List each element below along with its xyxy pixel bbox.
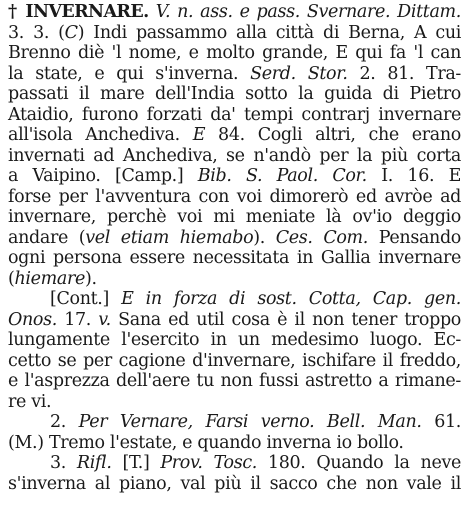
- text-span: cetto se per cagione d'invernare, ischifare il freddo,: [8, 350, 461, 371]
- text-line: [8, 392, 461, 413]
- text-line: [8, 453, 461, 474]
- text-span: Ataidio, furono forzati da' tempi contrarj invernare: [8, 104, 461, 125]
- text-span: ) Indi passammo alla città di Berna, A cui: [77, 22, 461, 43]
- citation: Per Vernare, Farsi verno. Bell. Man.: [78, 412, 422, 432]
- text-span: invernati ad Anchediva, se n'andò per la più corta: [8, 145, 461, 166]
- text-line: [8, 289, 461, 310]
- text-span: [Cont.]: [50, 289, 122, 309]
- dictionary-entry-invernare: [8, 2, 461, 289]
- citation: Bib. S. Paol. Cor.: [197, 166, 367, 186]
- text-span: Rifl.: [76, 453, 112, 473]
- text-span: ogni persona essere necessitata in Gallia invernare: [8, 248, 461, 268]
- dictionary-subentry-3: [8, 453, 461, 494]
- text-span: 180. Quando la neve: [257, 453, 461, 473]
- text-line: [8, 412, 461, 433]
- text-line: [8, 474, 461, 495]
- text-span: (M.) Tremo l'estate, e quando inverna io bollo.: [8, 432, 404, 453]
- text-line: [8, 146, 461, 167]
- text-span: Sana ed util cosa è il non tener troppo: [110, 309, 461, 330]
- text-span: a Vaipino. [Camp.]: [8, 166, 198, 186]
- text-span: C: [64, 22, 78, 43]
- text-span: 2.: [50, 412, 79, 432]
- text-span: [T.]: [111, 453, 161, 473]
- text-span: andare (: [8, 227, 86, 248]
- text-span: 2. 81. Tra-: [347, 63, 461, 84]
- text-line: [8, 43, 461, 64]
- text-line: [8, 166, 461, 187]
- text-span: vel etiam hiemabo: [85, 227, 254, 248]
- text-line: [8, 2, 461, 23]
- text-span: Onos.: [8, 309, 57, 330]
- text-line: [8, 248, 461, 269]
- text-span: 84. Cogli altri, che erano: [205, 125, 461, 145]
- citation: E in forza di sost. Cotta, Cap. gen.: [121, 289, 461, 309]
- text-span: ).: [253, 227, 276, 248]
- text-span: ).: [85, 268, 97, 289]
- text-span: 3.: [50, 453, 77, 473]
- text-line: [8, 371, 461, 392]
- text-span: lungamente l'esercito in un medesimo luogo. Ec-: [8, 330, 461, 350]
- text-line: [8, 351, 461, 372]
- text-span: Brenno diè 'l nome, e molto grande, E qui fa 'l can: [8, 43, 461, 63]
- text-span: 61.: [421, 412, 461, 432]
- text-line: [8, 187, 461, 208]
- text-span: (: [8, 268, 15, 289]
- text-line: [8, 105, 461, 126]
- citation: Prov. Tosc.: [160, 453, 258, 473]
- text-line: [8, 23, 461, 44]
- text-span: re vi.: [8, 391, 52, 412]
- headword: † INVERNARE.: [8, 2, 156, 22]
- dictionary-subentry-cont: [8, 289, 461, 412]
- text-line: [8, 64, 461, 85]
- text-span: hiemare: [14, 268, 86, 289]
- text-span: la state, e qui s'inverna.: [8, 63, 251, 84]
- text-span: s'inverna al piano, val più il sacco che non vale il: [8, 473, 461, 494]
- text-line: [8, 433, 461, 454]
- text-span: Pensando: [368, 227, 461, 248]
- text-span: e l'asprezza dell'aere tu non fussi astretto a rimane-: [8, 371, 461, 391]
- text-span: 3. 3. (: [8, 22, 65, 43]
- text-line: [8, 228, 461, 249]
- citation: Serd. Stor.: [250, 63, 348, 84]
- grammar-note: V. n. ass. e pass. Svernare. Dittam.: [155, 2, 461, 22]
- text-span: I. 16. E: [366, 166, 461, 186]
- text-line: [8, 330, 461, 351]
- text-line: [8, 310, 461, 331]
- text-span: 17.: [56, 309, 99, 330]
- dictionary-subentry-2: [8, 412, 461, 453]
- text-span: invernare, perchè voi mi meniate là ov'io deggio: [8, 207, 461, 227]
- text-span: v.: [98, 309, 111, 330]
- text-line: [8, 207, 461, 228]
- text-line: [8, 269, 461, 290]
- text-span: passati il mare dell'India sotto la guida di Pietro: [8, 84, 461, 104]
- text-span: forse per l'avventura con voi dimorerò ed avròe ad: [8, 186, 461, 207]
- text-span: all'isola Anchediva.: [8, 125, 193, 145]
- text-line: [8, 125, 461, 146]
- citation: E: [192, 125, 206, 145]
- text-line: [8, 84, 461, 105]
- citation: Ces. Com.: [275, 227, 369, 248]
